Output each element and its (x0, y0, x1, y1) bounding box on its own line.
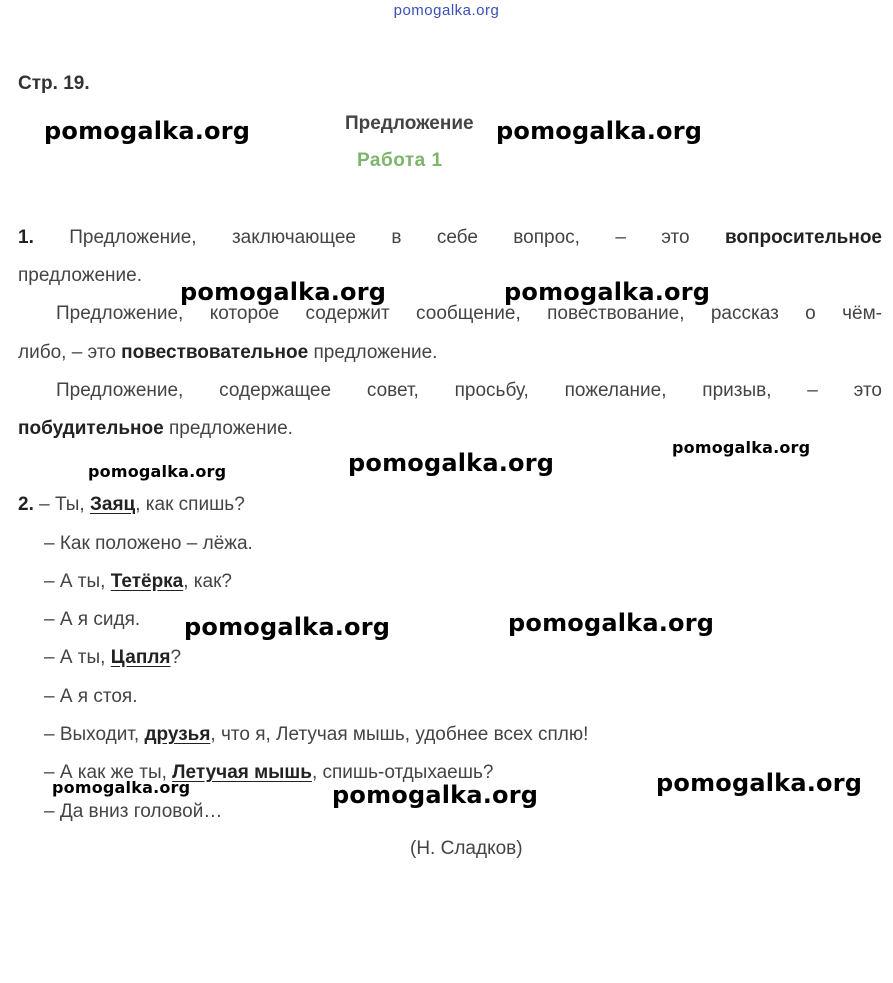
watermark: pomogalka.org (44, 117, 251, 145)
dialogue-underlined: друзья (144, 724, 211, 745)
dialogue-text: – А как же ты, (44, 762, 173, 783)
author-attribution: (Н. Сладков) (410, 838, 523, 859)
watermark: pomogalka.org (52, 778, 191, 797)
page-label: Стр. 19. (18, 73, 90, 94)
task1-p3-bold: побудительное (18, 418, 164, 439)
task1-paragraph-1 (18, 219, 882, 257)
watermark: pomogalka.org (180, 278, 387, 306)
dialogue-text: – Да вниз головой… (44, 801, 223, 822)
watermark: pomogalka.org (508, 609, 715, 637)
watermark: pomogalka.org (88, 462, 227, 481)
dialogue-text: , как? (183, 571, 232, 592)
dialogue-underlined: Летучая мышь (172, 762, 312, 783)
watermark: pomogalka.org (672, 438, 811, 457)
dialogue-text: – А я стоя. (44, 686, 138, 707)
task1-paragraph-1-end (18, 257, 882, 295)
watermark: pomogalka.org (656, 769, 863, 797)
dialogue-text: , как спишь? (135, 494, 245, 515)
task1-paragraph-2-end (18, 334, 882, 372)
dialogue-text: – А я сидя. (44, 609, 141, 630)
dialogue-underlined: Тетёрка (110, 571, 184, 592)
watermark: pomogalka.org (348, 449, 555, 477)
dialogue-line (44, 609, 140, 631)
watermark: pomogalka.org (496, 117, 703, 145)
dialogue-text: , спишь-отдыхаешь? (311, 762, 494, 783)
dialogue-text: – А ты, (44, 571, 111, 592)
dialogue-text: – А ты, (44, 647, 111, 668)
dialogue-line (44, 801, 222, 823)
task1-paragraph-3 (18, 372, 882, 410)
task1-p2-text: Предложение, которое содержит сообщение, повествование, рассказ о чём- (56, 303, 882, 324)
dialogue-underlined: Цапля (110, 647, 171, 668)
task1-number: 1. (18, 227, 34, 248)
watermark: pomogalka.org (184, 613, 391, 641)
watermark: pomogalka.org (504, 278, 711, 306)
dialogue-text: ? (170, 647, 182, 668)
dialogue-text: – Как положено – лёжа. (44, 533, 253, 554)
task1-p3-text: Предложение, содержащее совет, просьбу, пожелание, призыв, – это (56, 380, 882, 401)
watermark: pomogalka.org (332, 781, 539, 809)
dialogue-line (44, 533, 253, 555)
site-header: pomogalka.org (393, 2, 500, 19)
task1-p2-line2-start: либо, – это (18, 342, 122, 363)
task1-paragraph-2 (18, 295, 882, 333)
section-title: Предложение (345, 113, 474, 134)
dialogue-line (44, 686, 138, 708)
task1-p1-text: Предложение, заключающее в себе вопрос, – это (33, 227, 725, 248)
dialogue-line (44, 647, 181, 669)
task1-p3-end: предложение. (163, 418, 293, 439)
task1-p1-bold: вопросительное (725, 227, 882, 248)
dialogue-text: – Ты, (33, 494, 90, 515)
dialogue-text: – Выходит, (44, 724, 145, 745)
work-title: Работа 1 (357, 150, 443, 171)
task1-p2-end: предложение. (308, 342, 438, 363)
dialogue-line (44, 724, 588, 746)
dialogue-text: , что я, Летучая мышь, удобнее всех сплю! (210, 724, 589, 745)
dialogue-line (44, 571, 232, 593)
task1-p1-end: предложение. (18, 265, 142, 286)
dialogue-line (18, 494, 245, 516)
task1-p2-bold: повествовательное (121, 342, 309, 363)
dialogue-underlined: Заяц (89, 494, 136, 515)
task2-number: 2. (18, 494, 34, 515)
